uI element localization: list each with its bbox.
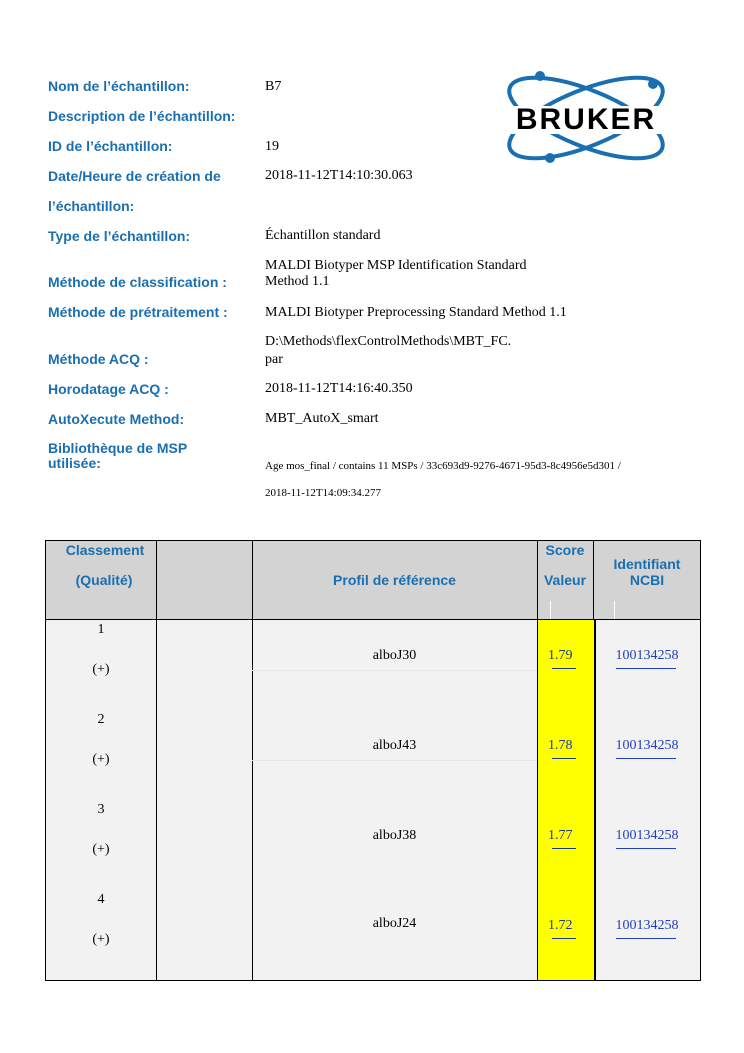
table-row (45, 620, 701, 711)
acq-timestamp-label: Horodatage ACQ : (48, 381, 169, 397)
sample-id-value: 19 (265, 139, 279, 154)
ncbi-link[interactable]: 100134258 (615, 648, 679, 663)
sample-name-label: Nom de l’échantillon: (48, 78, 190, 94)
quality-value: (+) (92, 662, 110, 677)
table-header (45, 540, 701, 620)
header-ncbi-2: NCBI (629, 572, 665, 588)
reference-profile: alboJ30 (372, 648, 417, 663)
table-row (45, 710, 701, 801)
sample-type-label: Type de l’échantillon: (48, 228, 191, 244)
rank-value: 3 (97, 802, 105, 817)
score-cell (537, 800, 596, 890)
table-row (45, 890, 701, 981)
acq-method-value-2: par (265, 352, 283, 367)
acq-timestamp-value: 2018-11-12T14:16:40.350 (265, 381, 413, 396)
preprocessing-method-label: Méthode de prétraitement : (48, 304, 228, 320)
score-value: 1.72 (548, 918, 573, 933)
score-value: 1.77 (548, 828, 573, 843)
reference-profile: alboJ38 (372, 828, 417, 843)
ncbi-link[interactable]: 100134258 (615, 918, 679, 933)
table-row (45, 800, 701, 891)
sample-name-value: B7 (265, 79, 282, 94)
results-table (45, 540, 701, 980)
logo-text: BRUKER (515, 103, 657, 136)
sample-id-label: ID de l’échantillon: (48, 138, 173, 154)
score-cell (537, 710, 596, 800)
acq-method-label: Méthode ACQ : (48, 351, 149, 367)
sample-type-value: Échantillon standard (265, 228, 381, 243)
header-ncbi-1: Identifiant (613, 556, 681, 572)
preprocessing-method-value: MALDI Biotyper Preprocessing Standard Method 1.1 (265, 305, 567, 320)
classification-method-value-1: MALDI Biotyper MSP Identification Standard (265, 258, 527, 273)
autoxecute-method-label: AutoXecute Method: (48, 411, 185, 427)
score-cell (537, 620, 596, 710)
reference-profile: alboJ43 (372, 738, 417, 753)
msp-library-label-2: utilisée: (48, 455, 101, 471)
quality-value: (+) (92, 752, 110, 767)
creation-date-label-cont: l’échantillon: (48, 198, 135, 214)
header-reference-profile: Profil de référence (333, 572, 456, 588)
classification-method-value-2: Method 1.1 (265, 274, 330, 289)
reference-profile: alboJ24 (372, 916, 417, 931)
ncbi-link[interactable]: 100134258 (615, 738, 679, 753)
sample-description-label: Description de l’échantillon: (48, 108, 236, 124)
msp-library-value-2: 2018-11-12T14:09:34.277 (265, 487, 381, 499)
creation-date-value: 2018-11-12T14:10:30.063 (265, 168, 413, 183)
msp-library-value-1: Age mos_final / contains 11 MSPs / 33c693d9-9276-4671-95d3-8c4956e5d301 / (265, 460, 621, 472)
creation-date-label: Date/Heure de création de (48, 168, 221, 184)
rank-value: 4 (97, 892, 105, 907)
quality-value: (+) (92, 842, 110, 857)
header-score-value: Valeur (543, 572, 587, 588)
msp-library-label-1: Bibliothèque de MSP (48, 440, 188, 456)
autoxecute-method-value: MBT_AutoX_smart (265, 411, 379, 426)
classification-method-label: Méthode de classification : (48, 274, 227, 290)
quality-value: (+) (92, 932, 110, 947)
header-rank: Classement (65, 542, 145, 558)
rank-value: 1 (97, 622, 105, 637)
header-score: Score (545, 542, 585, 558)
acq-method-value-1: D:\Methods\flexControlMethods\MBT_FC. (265, 334, 512, 349)
score-value: 1.79 (548, 648, 573, 663)
ncbi-link[interactable]: 100134258 (615, 828, 679, 843)
header-quality: (Qualité) (75, 572, 133, 588)
score-value: 1.78 (548, 738, 573, 753)
rank-value: 2 (97, 712, 105, 727)
bruker-logo (488, 66, 684, 170)
score-cell (537, 890, 596, 980)
